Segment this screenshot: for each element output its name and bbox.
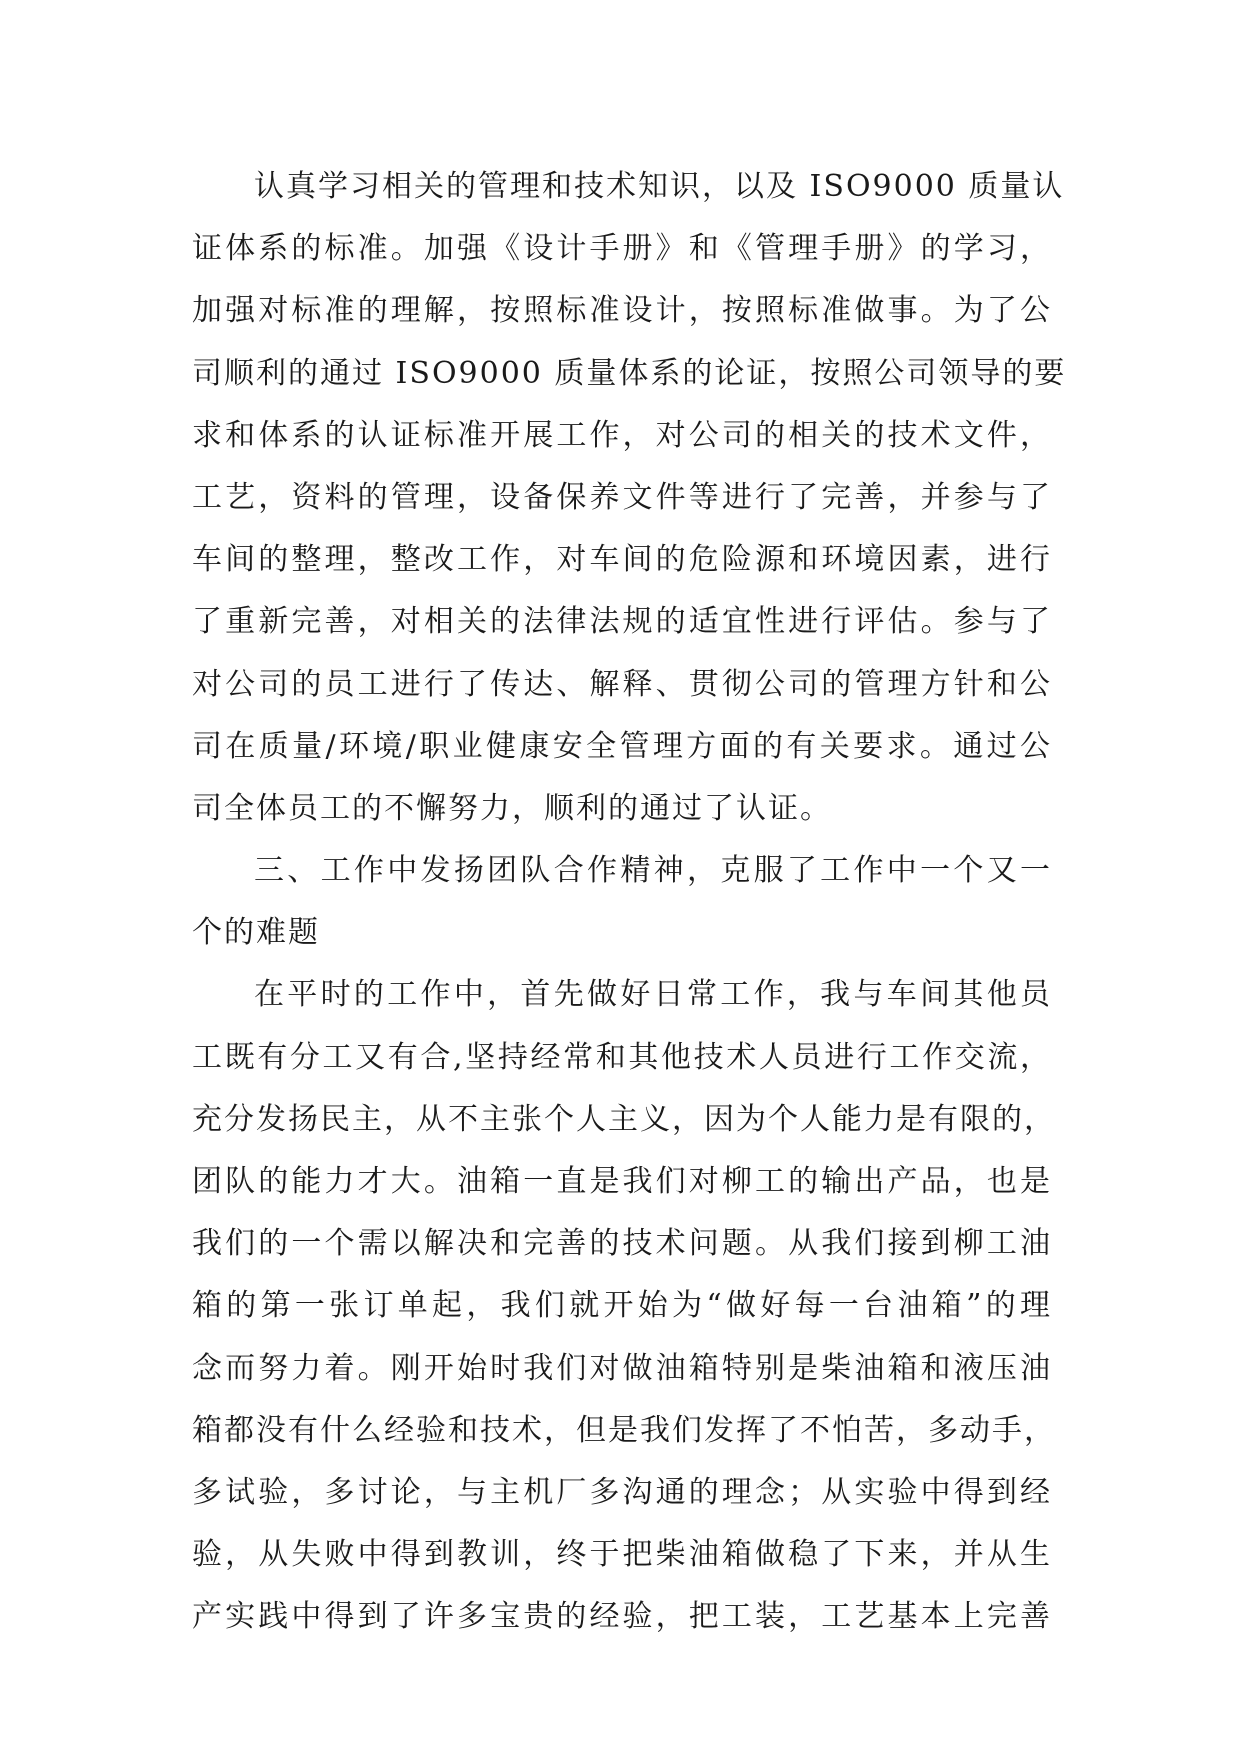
text-line: 司在质量/环境/职业健康安全管理方面的有关要求。通过公 — [192, 728, 1052, 764]
text-line: 产实践中得到了许多宝贵的经验，把工装，工艺基本上完善 — [192, 1599, 1052, 1635]
text-line: 对公司的员工进行了传达、解释、贯彻公司的管理方针和公 — [192, 666, 1052, 702]
text-line: 我们的一个需以解决和完善的技术问题。从我们接到柳工油 — [192, 1226, 1052, 1262]
text-line: 箱都没有什么经验和技术，但是我们发挥了不怕苦，多动手， — [192, 1412, 1056, 1448]
text-line: 箱的第一张订单起，我们就开始为“做好每一台油箱”的理 — [192, 1288, 1052, 1324]
text-line: 多试验，多讨论，与主机厂多沟通的理念；从实验中得到经 — [192, 1474, 1052, 1510]
text-line: 求和体系的认证标准开展工作，对公司的相关的技术文件， — [192, 417, 1052, 453]
text-line: 工既有分工又有合,坚持经常和其他技术人员进行工作交流， — [192, 1039, 1052, 1075]
text-line: 充分发扬民主，从不主张个人主义，因为个人能力是有限的， — [192, 1101, 1056, 1137]
text-line: 认真学习相关的管理和技术知识，以及 ISO9000 质量认 — [254, 169, 1065, 204]
text-line: 团队的能力才大。油箱一直是我们对柳工的输出产品，也是 — [192, 1164, 1052, 1199]
text-line: 在平时的工作中，首先做好日常工作，我与车间其他员 — [254, 977, 1052, 1013]
text-line: 司顺利的通过 ISO9000 质量体系的论证，按照公司领导的要 — [192, 355, 1067, 391]
text-line: 工艺，资料的管理，设备保养文件等进行了完善，并参与了 — [192, 479, 1052, 515]
text-line: 车间的整理，整改工作，对车间的危险源和环境因素，进行 — [192, 542, 1052, 578]
section-heading-continued: 个的难题 — [192, 915, 320, 951]
text-line: 了重新完善，对相关的法律法规的适宜性进行评估。参与了 — [192, 604, 1052, 640]
section-heading: 三、工作中发扬团队合作精神，克服了工作中一个又一 — [254, 853, 1052, 889]
text-line: 证体系的标准。加强《设计手册》和《管理手册》的学习， — [192, 231, 1052, 267]
text-line: 加强对标准的理解，按照标准设计，按照标准做事。为了公 — [192, 293, 1052, 329]
text-line: 念而努力着。刚开始时我们对做油箱特别是柴油箱和液压油 — [192, 1350, 1052, 1386]
document-body — [192, 156, 1067, 1649]
text-line: 验，从失败中得到教训，终于把柴油箱做稳了下来，并从生 — [192, 1537, 1052, 1573]
text-line: 司全体员工的不懈努力，顺利的通过了认证。 — [192, 790, 832, 826]
